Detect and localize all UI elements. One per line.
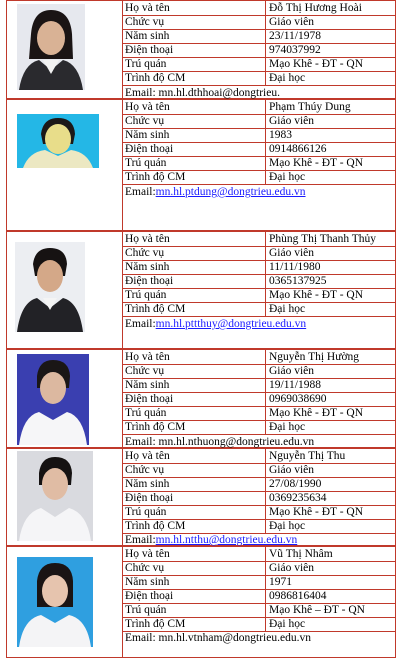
label-position: Chức vụ (125, 115, 165, 127)
label-residence: Trú quán (125, 157, 167, 169)
value-birth: 27/08/1990 (269, 478, 322, 490)
info-panel (122, 547, 395, 657)
value-name: Nguyễn Thị Thu (269, 450, 346, 462)
label-education: Trình độ CM (125, 303, 186, 315)
staff-card (6, 349, 396, 448)
label-residence: Trú quán (125, 58, 167, 70)
value-position: Giáo viên (269, 464, 315, 476)
label-education: Trình độ CM (125, 618, 186, 630)
photo-cell (7, 547, 123, 657)
label-education: Trình độ CM (125, 72, 186, 84)
label-education: Trình độ CM (125, 520, 186, 532)
label-name: Họ và tên (125, 2, 170, 14)
email-label: Email: (125, 436, 156, 448)
value-residence: Mạo Khê – ĐT - QN (269, 604, 365, 616)
value-phone: 0369235634 (269, 492, 327, 504)
email-label: Email: (125, 534, 156, 546)
staff-photo (17, 4, 85, 90)
email-label: Email: (125, 186, 156, 198)
staff-photo (17, 451, 93, 541)
staff-photo (17, 557, 93, 647)
email-line (125, 631, 311, 645)
label-phone: Điện thoại (125, 44, 174, 56)
value-residence: Mạo Khê - ĐT - QN (269, 506, 364, 518)
info-panel (122, 350, 395, 447)
label-name: Họ và tên (125, 548, 170, 560)
label-residence: Trú quán (125, 506, 167, 518)
label-education: Trình độ CM (125, 171, 186, 183)
label-residence: Trú quán (125, 289, 167, 301)
value-phone: 0365137925 (269, 275, 327, 287)
email-value: mn.hl.dthhoai@dongtrieu. (155, 87, 280, 99)
value-position: Giáo viên (269, 365, 315, 377)
staff-card (6, 99, 396, 231)
value-birth: 11/11/1980 (269, 261, 321, 273)
info-panel (122, 100, 395, 230)
staff-card (6, 0, 396, 99)
label-residence: Trú quán (125, 604, 167, 616)
value-position: Giáo viên (269, 562, 315, 574)
label-phone: Điện thoại (125, 393, 174, 405)
label-position: Chức vụ (125, 247, 165, 259)
label-birth-year: Năm sinh (125, 478, 170, 490)
staff-photo (17, 354, 89, 445)
email-line (125, 86, 280, 100)
value-residence: Mạo Khê - ĐT - QN (269, 58, 364, 70)
label-birth-year: Năm sinh (125, 576, 170, 588)
value-residence: Mạo Khê - ĐT - QN (269, 289, 364, 301)
label-name: Họ và tên (125, 351, 170, 363)
photo-cell (7, 449, 123, 545)
staff-card (6, 231, 396, 349)
info-panel (122, 1, 395, 98)
staff-card (6, 546, 396, 658)
email-link[interactable]: mn.hl.ntthu@dongtrieu.edu.vn (155, 534, 298, 546)
label-birth-year: Năm sinh (125, 30, 170, 42)
email-line (125, 317, 306, 331)
value-birth: 1983 (269, 129, 292, 141)
value-name: Vũ Thị Nhâm (269, 548, 333, 560)
email-label: Email: (125, 318, 156, 330)
email-line (125, 533, 297, 547)
value-name: Phạm Thúy Dung (269, 101, 351, 113)
photo-cell (7, 232, 123, 348)
label-birth-year: Năm sinh (125, 379, 170, 391)
label-birth-year: Năm sinh (125, 261, 170, 273)
value-position: Giáo viên (269, 16, 315, 28)
value-education: Đại học (269, 421, 306, 433)
value-phone: 974037992 (269, 44, 321, 56)
label-phone: Điện thoại (125, 492, 174, 504)
value-birth: 19/11/1988 (269, 379, 321, 391)
label-phone: Điện thoại (125, 590, 174, 602)
value-education: Đại học (269, 72, 306, 84)
label-name: Họ và tên (125, 450, 170, 462)
staff-card (6, 448, 396, 546)
value-birth: 23/11/1978 (269, 30, 321, 42)
email-line (125, 185, 306, 199)
value-position: Giáo viên (269, 247, 315, 259)
info-panel (122, 232, 395, 348)
label-education: Trình độ CM (125, 421, 186, 433)
staff-photo (15, 242, 85, 332)
label-position: Chức vụ (125, 365, 165, 377)
value-education: Đại học (269, 520, 306, 532)
value-phone: 0986816404 (269, 590, 327, 602)
label-name: Họ và tên (125, 233, 170, 245)
label-phone: Điện thoại (125, 275, 174, 287)
email-label: Email: (125, 632, 156, 644)
email-link[interactable]: mn.hl.ptdung@dongtrieu.edu.vn (155, 186, 306, 198)
value-phone: 0914866126 (269, 143, 327, 155)
value-education: Đại học (269, 171, 306, 183)
email-link[interactable]: mn.hl.pttthuy@dongtrieu.edu.vn (155, 318, 307, 330)
value-education: Đại học (269, 618, 306, 630)
label-name: Họ và tên (125, 101, 170, 113)
label-residence: Trú quán (125, 407, 167, 419)
value-name: Đỗ Thị Hương Hoài (269, 2, 362, 14)
label-position: Chức vụ (125, 16, 165, 28)
value-education: Đại học (269, 303, 306, 315)
value-residence: Mạo Khê - ĐT - QN (269, 157, 364, 169)
label-birth-year: Năm sinh (125, 129, 170, 141)
email-value: mn.hl.vtnham@dongtrieu.edu.vn (155, 632, 311, 644)
staff-photo (17, 114, 99, 168)
label-position: Chức vụ (125, 464, 165, 476)
email-label: Email: (125, 87, 156, 99)
email-value: mn.hl.nthuong@dongtrieu.edu.vn (155, 436, 315, 448)
label-position: Chức vụ (125, 562, 165, 574)
value-name: Phùng Thị Thanh Thủy (269, 233, 377, 245)
value-name: Nguyễn Thị Hường (269, 351, 360, 363)
photo-cell (7, 1, 123, 98)
info-panel (122, 449, 395, 545)
photo-cell (7, 100, 123, 230)
label-phone: Điện thoại (125, 143, 174, 155)
email-line (125, 435, 314, 449)
value-birth: 1971 (269, 576, 292, 588)
photo-cell (7, 350, 123, 447)
value-position: Giáo viên (269, 115, 315, 127)
value-phone: 0969038690 (269, 393, 327, 405)
value-residence: Mạo Khê - ĐT - QN (269, 407, 364, 419)
